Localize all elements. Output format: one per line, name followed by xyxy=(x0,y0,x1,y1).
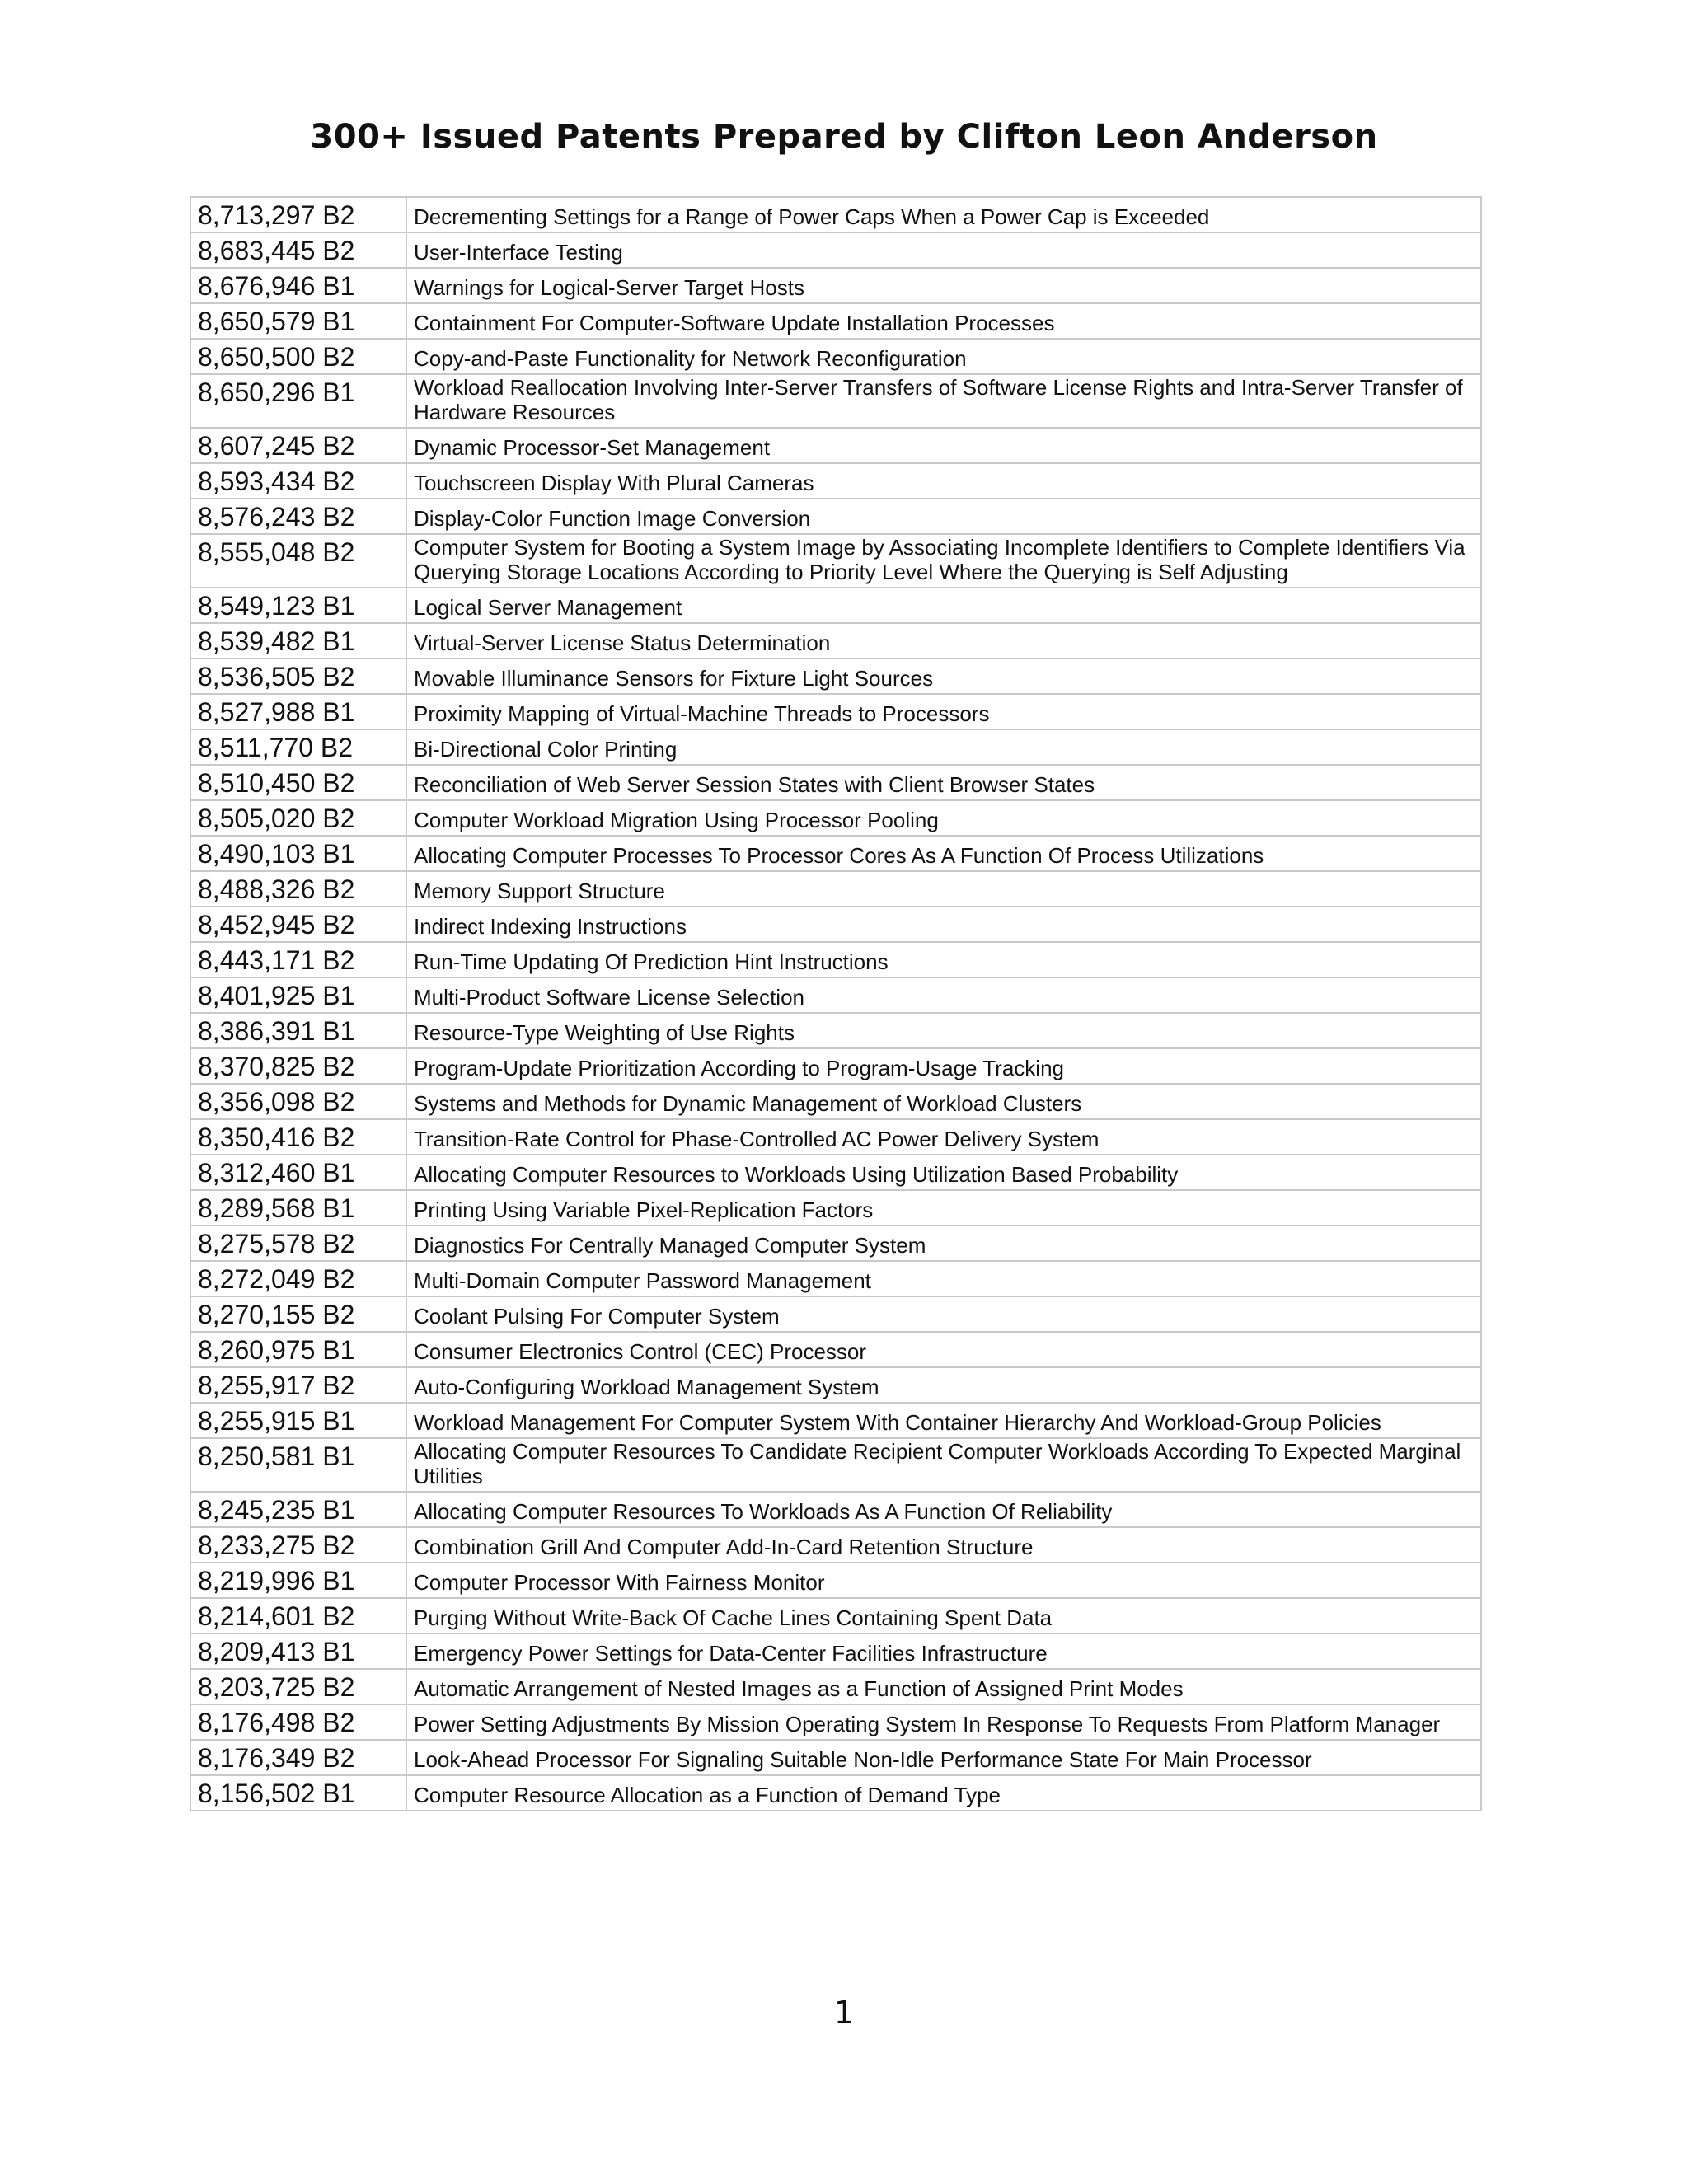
patent-title: Multi-Product Software License Selection xyxy=(406,977,1481,1013)
patent-number: 8,255,917 B2 xyxy=(190,1367,406,1403)
patent-number: 8,593,434 B2 xyxy=(190,463,406,499)
patent-title: Dynamic Processor-Set Management xyxy=(406,428,1481,463)
table-row xyxy=(190,463,1481,499)
patent-number: 8,272,049 B2 xyxy=(190,1261,406,1296)
table-row xyxy=(190,303,1481,339)
patent-title: Copy-and-Paste Functionality for Network Reconfiguration xyxy=(406,339,1481,374)
patent-number: 8,255,915 B1 xyxy=(190,1403,406,1438)
patent-title: Emergency Power Settings for Data-Center Facilities Infrastructure xyxy=(406,1633,1481,1669)
table-row xyxy=(190,1048,1481,1084)
patent-number: 8,270,155 B2 xyxy=(190,1296,406,1332)
patent-title: Computer Workload Migration Using Processor Pooling xyxy=(406,800,1481,836)
patent-title: Allocating Computer Processes To Processor Cores As A Function Of Process Utilizations xyxy=(406,836,1481,871)
patent-number: 8,576,243 B2 xyxy=(190,499,406,534)
table-row xyxy=(190,197,1481,232)
patent-title: Computer Processor With Fairness Monitor xyxy=(406,1563,1481,1598)
patent-number: 8,510,450 B2 xyxy=(190,765,406,800)
patent-title: Decrementing Settings for a Range of Power Caps When a Power Cap is Exceeded xyxy=(406,197,1481,232)
table-row xyxy=(190,339,1481,374)
patent-title: Containment For Computer-Software Update Installation Processes xyxy=(406,303,1481,339)
patent-title: Resource-Type Weighting of Use Rights xyxy=(406,1013,1481,1048)
patent-title: Workload Management For Computer System With Container Hierarchy And Workload-Group Policies xyxy=(406,1403,1481,1438)
patent-number: 8,176,349 B2 xyxy=(190,1740,406,1775)
table-row xyxy=(190,977,1481,1013)
patent-number: 8,488,326 B2 xyxy=(190,871,406,907)
table-row xyxy=(190,232,1481,268)
patent-title: Allocating Computer Resources to Workloads Using Utilization Based Probability xyxy=(406,1155,1481,1190)
table-row xyxy=(190,1296,1481,1332)
patent-title: Printing Using Variable Pixel-Replication Factors xyxy=(406,1190,1481,1226)
table-row xyxy=(190,428,1481,463)
page-title: 300+ Issued Patents Prepared by Clifton Leon Anderson xyxy=(310,117,1378,156)
patent-number: 8,356,098 B2 xyxy=(190,1084,406,1119)
table-row xyxy=(190,1438,1481,1492)
patent-number: 8,203,725 B2 xyxy=(190,1669,406,1704)
patent-title: Allocating Computer Resources To Candidate Recipient Computer Workloads According To Expected Marginal Utilities xyxy=(406,1438,1481,1492)
table-row xyxy=(190,836,1481,871)
patent-title: Diagnostics For Centrally Managed Computer System xyxy=(406,1226,1481,1261)
patent-title: Coolant Pulsing For Computer System xyxy=(406,1296,1481,1332)
patent-number: 8,676,946 B1 xyxy=(190,268,406,303)
patent-number: 8,401,925 B1 xyxy=(190,977,406,1013)
patent-title: Memory Support Structure xyxy=(406,871,1481,907)
patent-number: 8,370,825 B2 xyxy=(190,1048,406,1084)
table-row xyxy=(190,499,1481,534)
patent-title: Computer Resource Allocation as a Function of Demand Type xyxy=(406,1775,1481,1811)
table-row xyxy=(190,694,1481,729)
patent-number: 8,245,235 B1 xyxy=(190,1492,406,1527)
patent-title: Proximity Mapping of Virtual-Machine Threads to Processors xyxy=(406,694,1481,729)
table-row xyxy=(190,588,1481,623)
patent-title: Purging Without Write-Back Of Cache Lines Containing Spent Data xyxy=(406,1598,1481,1633)
patent-table-body xyxy=(190,197,1481,1811)
patent-title: Virtual-Server License Status Determination xyxy=(406,623,1481,658)
patent-number: 8,549,123 B1 xyxy=(190,588,406,623)
table-row xyxy=(190,1527,1481,1563)
patent-title: Warnings for Logical-Server Target Hosts xyxy=(406,268,1481,303)
patent-title: Transition-Rate Control for Phase-Controlled AC Power Delivery System xyxy=(406,1119,1481,1155)
table-row xyxy=(190,658,1481,694)
table-row xyxy=(190,1155,1481,1190)
table-row xyxy=(190,1704,1481,1740)
patent-number: 8,536,505 B2 xyxy=(190,658,406,694)
patent-number: 8,209,413 B1 xyxy=(190,1633,406,1669)
patent-number: 8,443,171 B2 xyxy=(190,942,406,977)
table-row xyxy=(190,1013,1481,1048)
patent-number: 8,350,416 B2 xyxy=(190,1119,406,1155)
patent-title: Auto-Configuring Workload Management System xyxy=(406,1367,1481,1403)
patent-title: Bi-Directional Color Printing xyxy=(406,729,1481,765)
patent-number: 8,312,460 B1 xyxy=(190,1155,406,1190)
patent-number: 8,607,245 B2 xyxy=(190,428,406,463)
patent-number: 8,650,296 B1 xyxy=(190,374,406,428)
patent-number: 8,490,103 B1 xyxy=(190,836,406,871)
page-number: 1 xyxy=(833,1994,855,2031)
patent-number: 8,683,445 B2 xyxy=(190,232,406,268)
patent-title: Computer System for Booting a System Image by Associating Incomplete Identifiers to Complete Identifiers Via Querying Storage Locations According to Priority Level Where the Querying is Self Adjusting xyxy=(406,534,1481,588)
patent-number: 8,275,578 B2 xyxy=(190,1226,406,1261)
patent-title: Combination Grill And Computer Add-In-Card Retention Structure xyxy=(406,1527,1481,1563)
patent-number: 8,511,770 B2 xyxy=(190,729,406,765)
table-row xyxy=(190,1598,1481,1633)
table-row xyxy=(190,1563,1481,1598)
table-row xyxy=(190,907,1481,942)
table-row xyxy=(190,1226,1481,1261)
table-row xyxy=(190,623,1481,658)
patent-title: Display-Color Function Image Conversion xyxy=(406,499,1481,534)
patent-title: Indirect Indexing Instructions xyxy=(406,907,1481,942)
table-row xyxy=(190,1261,1481,1296)
patent-title: Allocating Computer Resources To Workloads As A Function Of Reliability xyxy=(406,1492,1481,1527)
table-row xyxy=(190,942,1481,977)
patent-number: 8,527,988 B1 xyxy=(190,694,406,729)
patent-title: Workload Reallocation Involving Inter-Server Transfers of Software License Rights and Intra-Server Transfer of Hardware Resources xyxy=(406,374,1481,428)
table-row xyxy=(190,1775,1481,1811)
patent-title: Touchscreen Display With Plural Cameras xyxy=(406,463,1481,499)
table-row xyxy=(190,1669,1481,1704)
patent-number: 8,650,579 B1 xyxy=(190,303,406,339)
patent-title: Run-Time Updating Of Prediction Hint Instructions xyxy=(406,942,1481,977)
patent-number: 8,233,275 B2 xyxy=(190,1527,406,1563)
table-row xyxy=(190,1492,1481,1527)
patent-title: Automatic Arrangement of Nested Images as a Function of Assigned Print Modes xyxy=(406,1669,1481,1704)
patent-number: 8,214,601 B2 xyxy=(190,1598,406,1633)
table-row xyxy=(190,1403,1481,1438)
patent-number: 8,713,297 B2 xyxy=(190,197,406,232)
table-row xyxy=(190,765,1481,800)
patent-number: 8,260,975 B1 xyxy=(190,1332,406,1367)
patent-title: Reconciliation of Web Server Session States with Client Browser States xyxy=(406,765,1481,800)
table-row xyxy=(190,871,1481,907)
patent-title: User-Interface Testing xyxy=(406,232,1481,268)
patent-title: Look-Ahead Processor For Signaling Suitable Non-Idle Performance State For Main Processor xyxy=(406,1740,1481,1775)
table-row xyxy=(190,374,1481,428)
patent-number: 8,505,020 B2 xyxy=(190,800,406,836)
patent-number: 8,452,945 B2 xyxy=(190,907,406,942)
patent-number: 8,539,482 B1 xyxy=(190,623,406,658)
patent-number: 8,555,048 B2 xyxy=(190,534,406,588)
patent-number: 8,289,568 B1 xyxy=(190,1190,406,1226)
patent-title: Systems and Methods for Dynamic Management of Workload Clusters xyxy=(406,1084,1481,1119)
patent-title: Consumer Electronics Control (CEC) Processor xyxy=(406,1332,1481,1367)
table-row xyxy=(190,800,1481,836)
patent-number: 8,176,498 B2 xyxy=(190,1704,406,1740)
patent-number: 8,219,996 B1 xyxy=(190,1563,406,1598)
table-row xyxy=(190,1633,1481,1669)
table-row xyxy=(190,1190,1481,1226)
table-row xyxy=(190,1740,1481,1775)
patent-number: 8,156,502 B1 xyxy=(190,1775,406,1811)
table-row xyxy=(190,268,1481,303)
table-row xyxy=(190,1119,1481,1155)
table-row xyxy=(190,1367,1481,1403)
patent-number: 8,250,581 B1 xyxy=(190,1438,406,1492)
patent-title: Logical Server Management xyxy=(406,588,1481,623)
table-row xyxy=(190,1084,1481,1119)
patent-title: Power Setting Adjustments By Mission Operating System In Response To Requests From Platform Manager xyxy=(406,1704,1481,1740)
table-row xyxy=(190,534,1481,588)
table-row xyxy=(190,1332,1481,1367)
patent-number: 8,386,391 B1 xyxy=(190,1013,406,1048)
patent-table xyxy=(190,196,1482,1811)
patent-title: Multi-Domain Computer Password Management xyxy=(406,1261,1481,1296)
table-row xyxy=(190,729,1481,765)
patent-title: Program-Update Prioritization According to Program-Usage Tracking xyxy=(406,1048,1481,1084)
patent-title: Movable Illuminance Sensors for Fixture Light Sources xyxy=(406,658,1481,694)
patent-number: 8,650,500 B2 xyxy=(190,339,406,374)
